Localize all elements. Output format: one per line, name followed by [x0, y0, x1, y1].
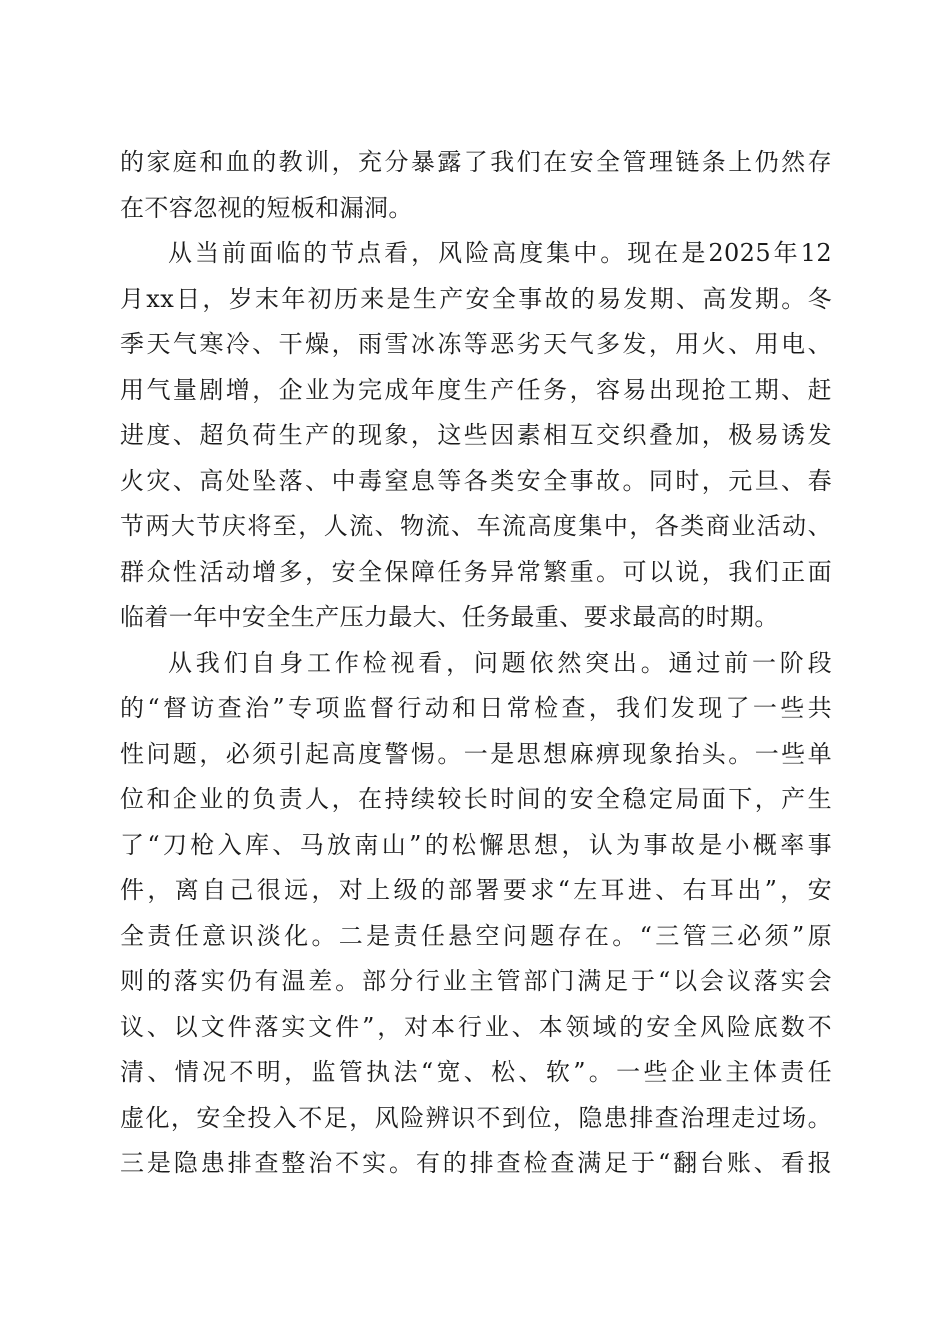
text-line: 火灾、高处坠落、中毒窒息等各类安全事故。同时，元旦、春 — [120, 466, 832, 495]
text-line: 从我们自身工作检视看，问题依然突出。通过前一阶段 — [168, 648, 832, 677]
text-line: 月xx日，岁末年初历来是生产安全事故的易发期、高发期。冬 — [120, 284, 832, 313]
paragraph-2 — [120, 231, 832, 641]
paragraph-3 — [120, 641, 832, 1187]
text-line: 三是隐患排查整治不实。有的排查检查满足于“翻台账、看报 — [120, 1149, 832, 1177]
text-line: 群众性活动增多，安全保障任务异常繁重。可以说，我们正面 — [120, 557, 832, 586]
document-body — [120, 140, 832, 1187]
text-line: 则的落实仍有温差。部分行业主管部门满足于“以会议落实会 — [120, 967, 832, 995]
paragraph-1 — [120, 140, 832, 231]
text-line: 了“刀枪入库、马放南山”的松懈思想，认为事故是小概率事 — [120, 830, 832, 859]
text-line: 从当前面临的节点看，风险高度集中。现在是2025年12 — [168, 239, 832, 267]
text-line: 全责任意识淡化。二是责任悬空问题存在。“三管三必须”原 — [120, 921, 832, 950]
text-line: 的“督访查治”专项监督行动和日常检查，我们发现了一些共 — [120, 694, 832, 722]
text-line: 临着一年中安全生产压力最大、任务最重、要求最高的时期。 — [120, 603, 779, 631]
text-line: 进度、超负荷生产的现象，这些因素相互交织叠加，极易诱发 — [120, 421, 832, 449]
text-line: 位和企业的负责人，在持续较长时间的安全稳定局面下，产生 — [120, 785, 832, 813]
text-line: 节两大节庆将至，人流、物流、车流高度集中，各类商业活动、 — [120, 512, 832, 540]
text-line: 的家庭和血的教训，充分暴露了我们在安全管理链条上仍然存 — [120, 148, 832, 176]
text-line: 用气量剧增，企业为完成年度生产任务，容易出现抢工期、赶 — [120, 375, 832, 404]
text-line: 清、情况不明，监管执法“宽、松、软”。一些企业主体责任 — [120, 1058, 832, 1086]
text-line: 件，离自己很远，对上级的部署要求“左耳进、右耳出”，安 — [120, 876, 832, 904]
text-line: 在不容忽视的短板和漏洞。 — [120, 193, 413, 222]
text-line: 性问题，必须引起高度警惕。一是思想麻痹现象抬头。一些单 — [120, 739, 832, 768]
text-line: 议、以文件落实文件”，对本行业、本领域的安全风险底数不 — [120, 1012, 832, 1041]
text-line: 虚化，安全投入不足，风险辨识不到位，隐患排查治理走过场。 — [120, 1103, 832, 1132]
text-line: 季天气寒冷、干燥，雨雪冰冻等恶劣天气多发，用火、用电、 — [120, 330, 832, 358]
